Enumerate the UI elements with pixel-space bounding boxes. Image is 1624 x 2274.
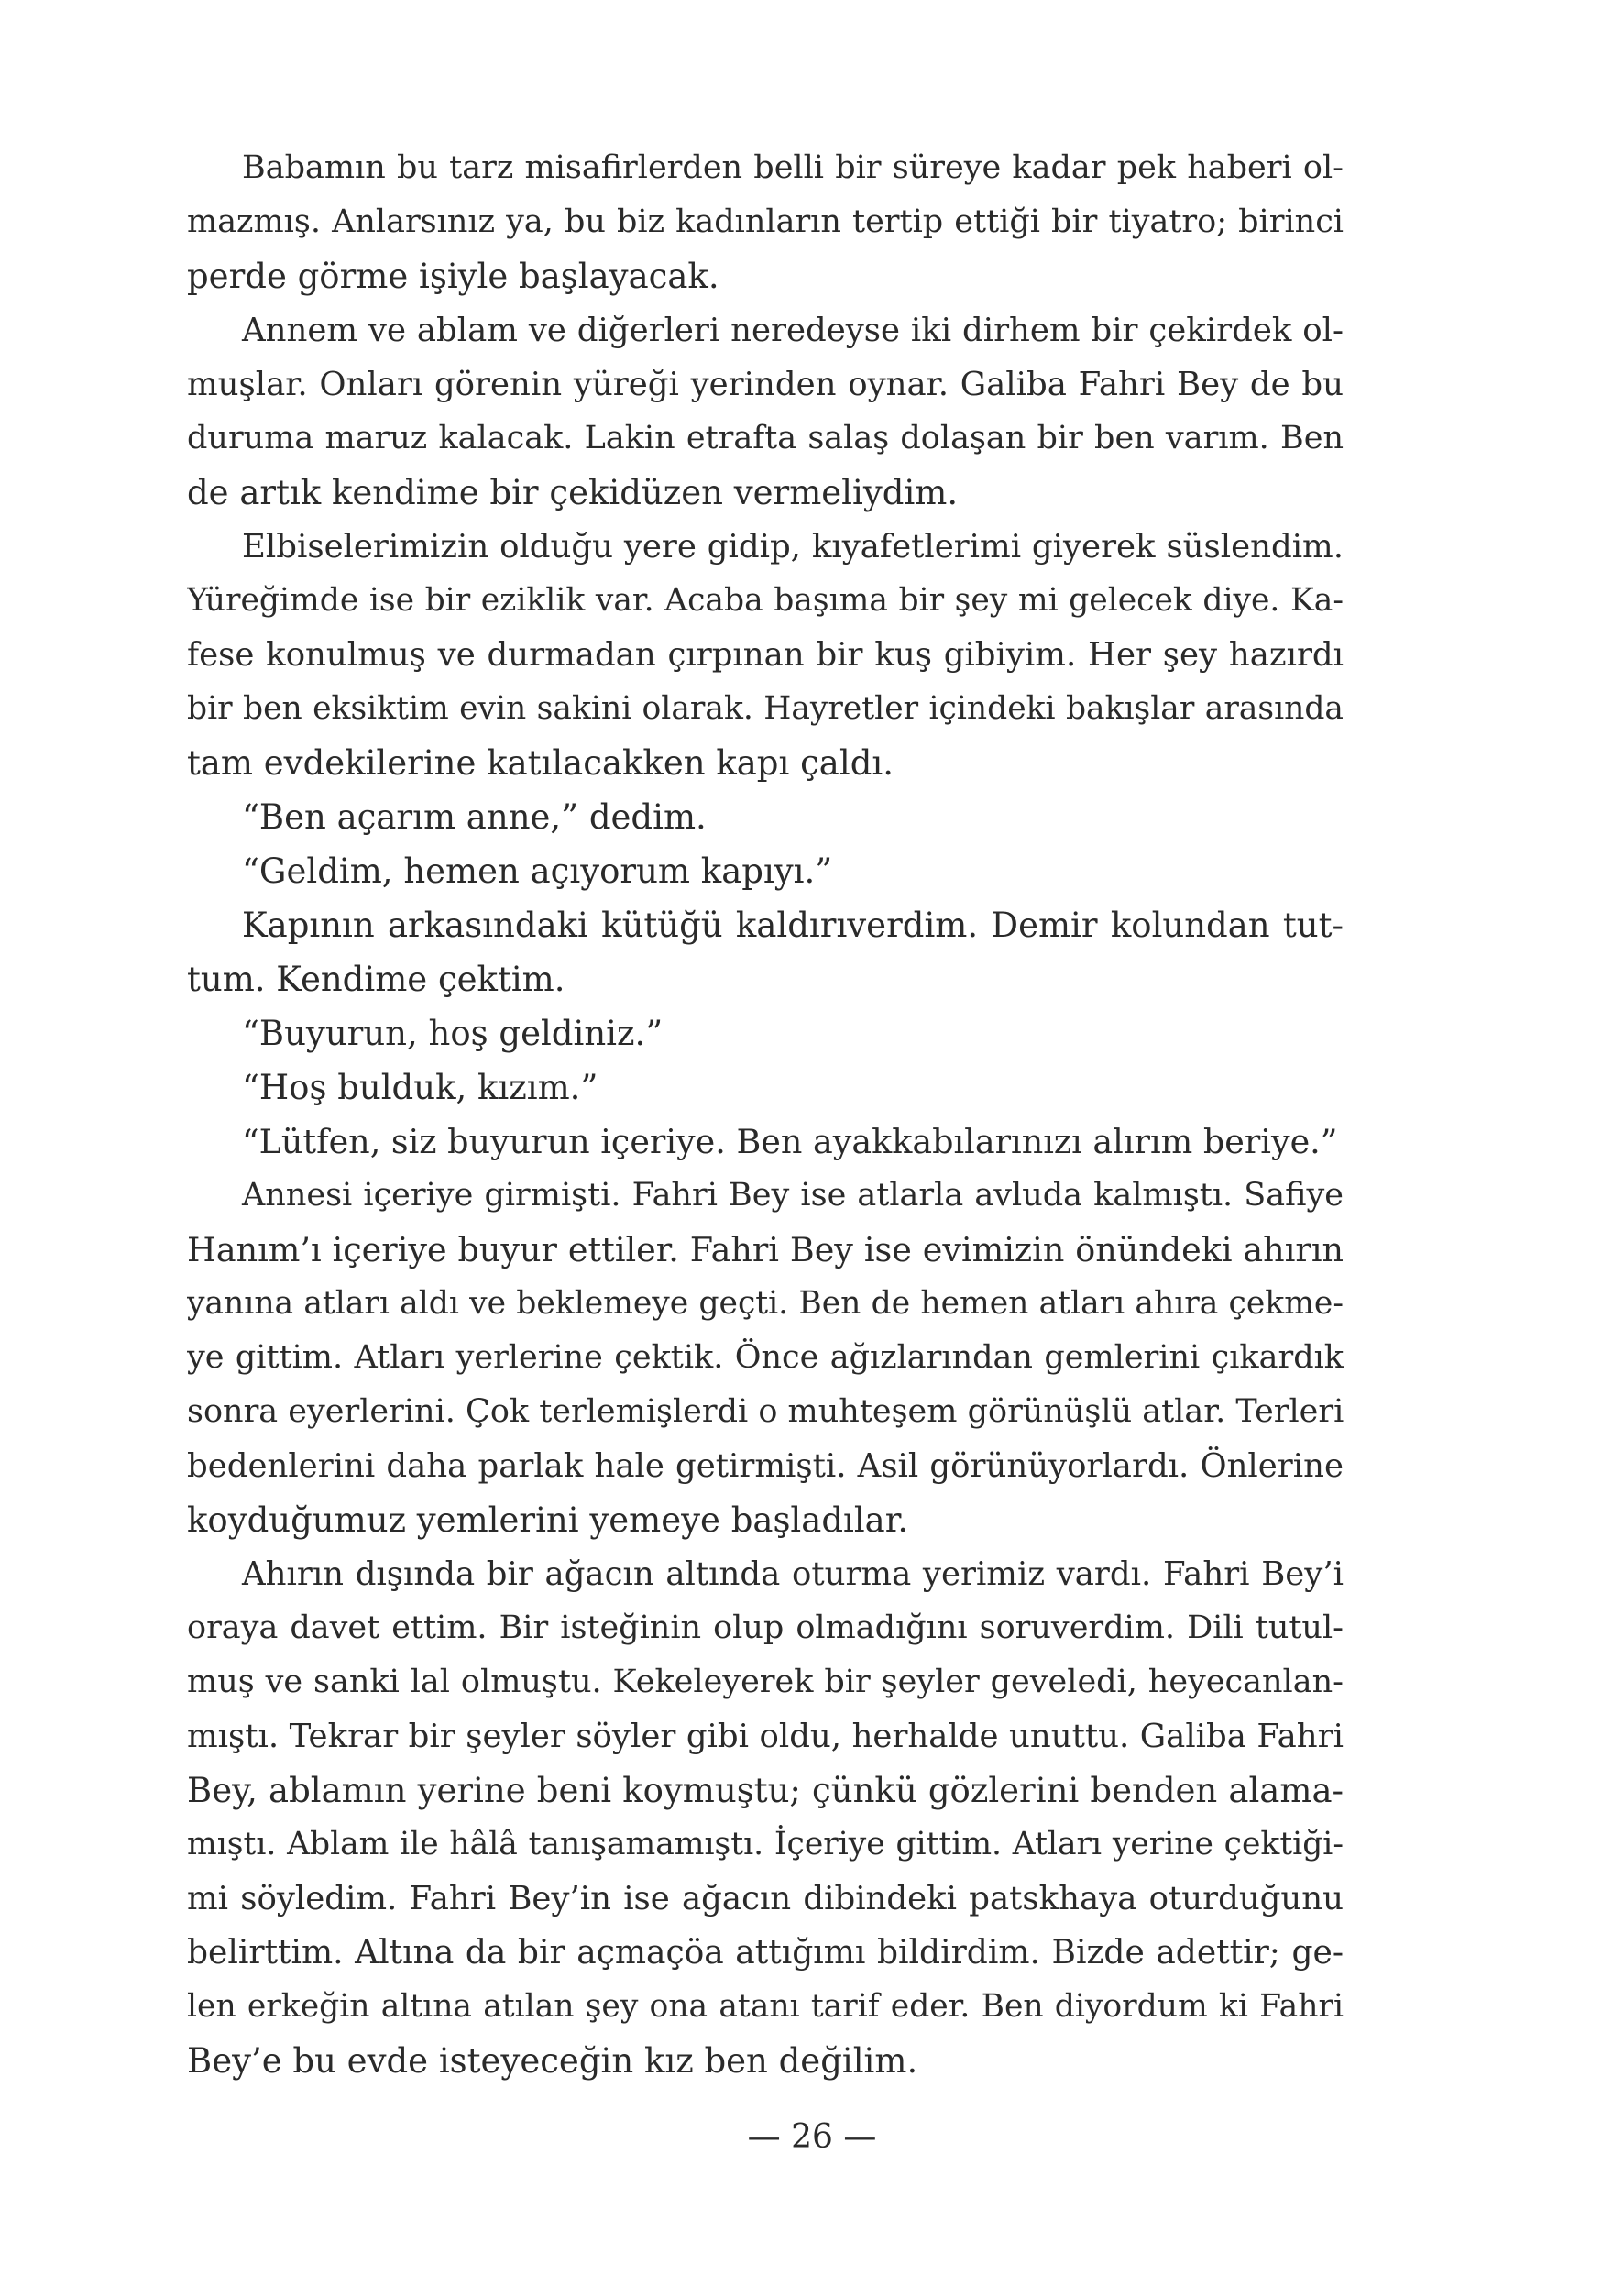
text-line: Kapının arkasındaki kütüğü kaldırıverdim. Demir kolundan tut- bbox=[242, 906, 1344, 945]
text-line: len erkeğin altına atılan şey ona atanı tarif eder. Ben diyordum ki Fahri bbox=[187, 1988, 1344, 2025]
text-line: mıştı. Ablam ile hâlâ tanışamamıştı. İçeriye gittim. Atları yerine çektiği- bbox=[187, 1826, 1344, 1862]
text-line: duruma maruz kalacak. Lakin etrafta salaş dolaşan bir ben varım. Ben bbox=[187, 420, 1344, 456]
text-line: Elbiselerimizin olduğu yere gidip, kıyafetlerimi giyerek süslendim. bbox=[242, 528, 1344, 566]
text-line: “Ben açarım anne,” dedim. bbox=[242, 797, 707, 837]
body-text bbox=[187, 141, 1344, 2088]
text-line: Annem ve ablam ve diğerleri neredeyse iki dirhem bir çekirdek ol- bbox=[242, 312, 1344, 349]
text-line: sonra eyerlerini. Çok terlemişlerdi o muhteşem görünüşlü atlar. Terleri bbox=[187, 1393, 1344, 1430]
text-line: “Buyurun, hoş geldiniz.” bbox=[242, 1014, 664, 1053]
text-line: Bey’e bu evde isteyeceğin kız ben değilim. bbox=[187, 2041, 918, 2081]
text-line: Babamın bu tarz misafirlerden belli bir süreye kadar pek haberi ol- bbox=[242, 149, 1344, 186]
text-line: “Geldim, hemen açıyorum kapıyı.” bbox=[242, 851, 833, 891]
text-line: “Lütfen, siz buyurun içeriye. Ben ayakkabılarınızı alırım beriye.” bbox=[242, 1122, 1338, 1161]
text-line: mi söyledim. Fahri Bey’in ise ağacın dibindeki patskhaya oturduğunu bbox=[187, 1880, 1344, 1917]
text-line: muşlar. Onları görenin yüreği yerinden oynar. Galiba Fahri Bey de bu bbox=[187, 366, 1344, 403]
text-line: yanına atları aldı ve beklemeye geçti. Ben de hemen atları ahıra çekme- bbox=[187, 1285, 1344, 1322]
text-line: “Hoş bulduk, kızım.” bbox=[242, 1068, 598, 1107]
text-line: fese konulmuş ve durmadan çırpınan bir kuş gibiyim. Her şey hazırdı bbox=[187, 636, 1344, 674]
text-line: Annesi içeriye girmişti. Fahri Bey ise atlarla avluda kalmıştı. Safiye bbox=[242, 1177, 1344, 1214]
text-line: bir ben eksiktim evin sakini olarak. Hayretler içindeki bakışlar arasında bbox=[187, 690, 1344, 727]
text-line: tum. Kendime çektim. bbox=[187, 960, 565, 999]
text-line: Bey, ablamın yerine beni koymuştu; çünkü gözlerini benden alama- bbox=[187, 1771, 1344, 1810]
text-line: mazmış. Anlarsınız ya, bu biz kadınların tertip ettiği bir tiyatro; birinci bbox=[187, 203, 1344, 240]
text-line: ye gittim. Atları yerlerine çektik. Önce ağızlarından gemlerini çıkardık bbox=[187, 1339, 1344, 1376]
text-line: bedenlerini daha parlak hale getirmişti. Asil görünüyorlardı. Önlerine bbox=[187, 1447, 1344, 1485]
page-number: — 26 — bbox=[747, 2118, 877, 2156]
text-line: belirttim. Altına da bir açmaçöa attığımı bildirdim. Bizde adettir; ge- bbox=[187, 1934, 1344, 1972]
text-line: muş ve sanki lal olmuştu. Kekeleyerek bir şeyler geveledi, heyecanlan- bbox=[187, 1664, 1344, 1700]
text-line: mıştı. Tekrar bir şeyler söyler gibi oldu, herhalde unuttu. Galiba Fahri bbox=[187, 1718, 1344, 1755]
text-line: Hanım’ı içeriye buyur ettiler. Fahri Bey ise evimizin önündeki ahırın bbox=[187, 1230, 1344, 1269]
text-line: Ahırın dışında bir ağacın altında oturma yerimiz vardı. Fahri Bey’i bbox=[242, 1555, 1344, 1593]
text-line: tam evdekilerine katılacakken kapı çaldı. bbox=[187, 743, 894, 783]
text-line: perde görme işiyle başlayacak. bbox=[187, 257, 719, 296]
text-line: Yüreğimde ise bir eziklik var. Acaba başıma bir şey mi gelecek diye. Ka- bbox=[187, 582, 1344, 619]
text-line: koyduğumuz yemlerini yemeye başladılar. bbox=[187, 1500, 909, 1540]
text-line: de artık kendime bir çekidüzen vermeliydim. bbox=[187, 473, 959, 512]
text-line: oraya davet ettim. Bir isteğinin olup olmadığını soruverdim. Dili tutul- bbox=[187, 1609, 1344, 1646]
